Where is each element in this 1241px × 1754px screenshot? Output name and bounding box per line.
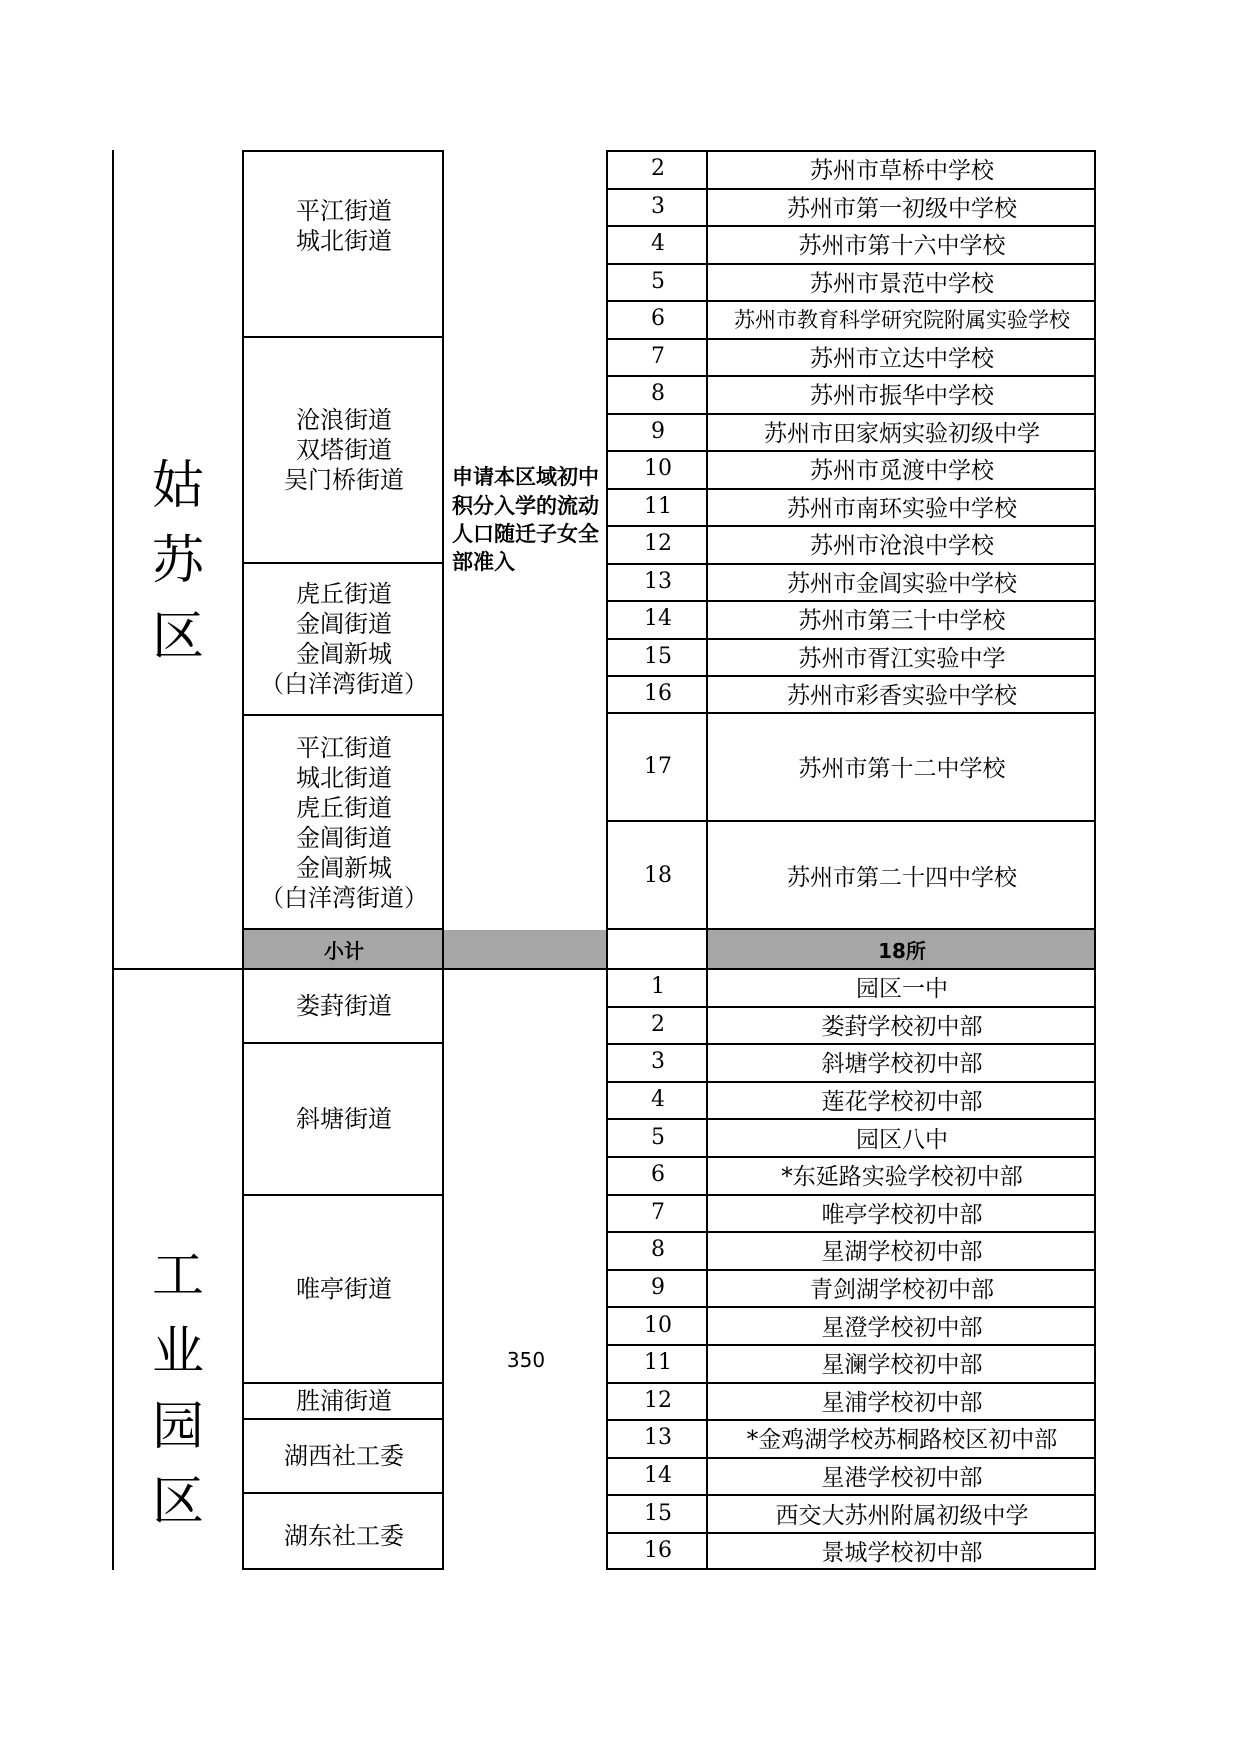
sip-school-no: 13 [644, 1425, 672, 1451]
grid-line [242, 1194, 444, 1196]
gusu-school-name: 苏州市第二十四中学校 [787, 864, 1017, 891]
gusu-school-name: 苏州市第十二中学校 [798, 755, 1006, 782]
gusu-school-no: 8 [651, 381, 665, 407]
grid-line [606, 1269, 1096, 1271]
grid-line [606, 1494, 1096, 1496]
sip-school-name: 星澜学校初中部 [821, 1352, 983, 1379]
grid-line [442, 150, 444, 970]
sip-school-name: 园区八中 [856, 1126, 948, 1153]
street-sip-1: 娄葑街道 [296, 992, 392, 1020]
gusu-school-name: 苏州市振华中学校 [810, 383, 994, 410]
gusu-school-no: 13 [644, 568, 672, 594]
grid-line [606, 1118, 1096, 1120]
grid-line [606, 820, 1096, 822]
sip-school-no: 12 [644, 1387, 672, 1413]
sip-school-name: 园区一中 [856, 976, 948, 1003]
grid-line [242, 150, 444, 152]
grid-line [606, 413, 1096, 415]
subtotal-label: 小计 [244, 930, 444, 968]
subtotal-gap-1 [444, 930, 608, 968]
sip-school-no: 11 [644, 1350, 672, 1376]
grid-line [606, 263, 1096, 265]
grid-line [706, 150, 708, 1570]
gusu-school-no: 5 [651, 268, 665, 294]
sip-school-no: 9 [651, 1275, 665, 1301]
gusu-school-name: 苏州市沧浪中学校 [810, 533, 994, 560]
grid-line [606, 150, 608, 1570]
gusu-school-no: 12 [644, 531, 672, 557]
grid-line [606, 300, 1096, 302]
gusu-school-no: 16 [644, 681, 672, 707]
sip-school-name: *东延路实验学校初中部 [781, 1164, 1023, 1191]
grid-line [442, 968, 444, 1570]
gusu-school-name: 苏州市金阊实验中学校 [787, 570, 1017, 597]
grid-line [242, 1042, 444, 1044]
grid-line [606, 225, 1096, 227]
sip-school-name: *金鸡湖学校苏桐路校区初中部 [746, 1427, 1058, 1454]
gusu-school-name: 苏州市立达中学校 [810, 345, 994, 372]
sip-school-name: 星湖学校初中部 [821, 1239, 983, 1266]
gusu-school-name: 苏州市草桥中学校 [810, 158, 994, 185]
gusu-school-name: 苏州市第一初级中学校 [787, 195, 1017, 222]
grid-line [606, 1081, 1096, 1083]
quota-value: 350 [506, 1348, 546, 1372]
gusu-school-no: 10 [644, 456, 672, 482]
grid-line [242, 928, 444, 930]
sip-school-no: 15 [644, 1500, 672, 1526]
gusu-school-no: 2 [651, 156, 665, 182]
sip-school-no: 4 [651, 1087, 665, 1113]
gusu-school-no: 6 [651, 306, 665, 332]
street-sip-5: 湖西社工委 [284, 1442, 404, 1470]
street-sip-6: 湖东社工委 [284, 1522, 404, 1550]
sip-school-name: 斜塘学校初中部 [821, 1051, 983, 1078]
sip-school-name: 景城学校初中部 [821, 1540, 983, 1567]
grid-line [606, 1568, 1096, 1570]
grid-line [606, 525, 1096, 527]
street-sip-3: 唯亭街道 [296, 1275, 392, 1303]
street-sip-2: 斜塘街道 [296, 1105, 392, 1133]
sip-school-no: 3 [651, 1049, 665, 1075]
grid-line [242, 714, 444, 716]
subtotal-value: 18所 [708, 930, 1096, 968]
sip-school-no: 7 [651, 1199, 665, 1225]
grid-line [606, 1532, 1096, 1534]
grid-line [606, 968, 1096, 970]
sip-school-name: 唯亭学校初中部 [821, 1201, 983, 1228]
district-sip: 工 业 园 区 [151, 1246, 204, 1533]
gusu-school-no: 17 [644, 753, 672, 779]
grid-line [242, 1568, 444, 1570]
gusu-school-no: 9 [651, 418, 665, 444]
grid-line [242, 1382, 444, 1384]
sip-school-name: 莲花学校初中部 [821, 1089, 983, 1116]
grid-line [606, 1043, 1096, 1045]
street-group-3: 虎丘街道 金阊街道 金阊新城 （白洋湾街道） [260, 580, 428, 698]
sip-school-no: 16 [644, 1538, 672, 1564]
gusu-school-name: 苏州市第十六中学校 [798, 233, 1006, 260]
gusu-school-name: 苏州市南环实验中学校 [787, 495, 1017, 522]
sip-school-name: 青剑湖学校初中部 [810, 1277, 994, 1304]
grid-line [606, 928, 1096, 930]
grid-line [606, 1457, 1096, 1459]
gusu-school-no: 4 [651, 231, 665, 257]
grid-line [606, 450, 1096, 452]
gusu-school-name: 苏州市胥江实验中学 [798, 645, 1006, 672]
grid-line [606, 1306, 1096, 1308]
grid-line [606, 488, 1096, 490]
gusu-school-name: 苏州市教育科学研究院附属实验学校 [734, 307, 1070, 332]
sip-school-name: 星港学校初中部 [821, 1465, 983, 1492]
grid-line [606, 338, 1096, 340]
grid-line [606, 712, 1096, 714]
gusu-school-no: 15 [644, 643, 672, 669]
gusu-school-no: 3 [651, 193, 665, 219]
gusu-school-no: 18 [644, 862, 672, 888]
sip-school-no: 5 [651, 1124, 665, 1150]
sip-school-no: 1 [651, 974, 665, 1000]
grid-line [606, 1344, 1096, 1346]
grid-line [606, 1156, 1096, 1158]
sip-school-name: 星浦学校初中部 [821, 1389, 983, 1416]
street-group-4: 平江街道 城北街道 虎丘街道 金阊街道 金阊新城 （白洋湾街道） [260, 734, 428, 912]
sip-school-name: 西交大苏州附属初级中学 [775, 1502, 1029, 1529]
sip-school-no: 2 [651, 1011, 665, 1037]
subtotal-gap-2 [608, 930, 708, 968]
sip-school-name: 星澄学校初中部 [821, 1314, 983, 1341]
grid-line [606, 188, 1096, 190]
gusu-school-name: 苏州市田家炳实验初级中学 [764, 420, 1040, 447]
gusu-school-name: 苏州市第三十中学校 [798, 608, 1006, 635]
sip-school-no: 8 [651, 1237, 665, 1263]
street-group-1: 平江街道 城北街道 [296, 197, 392, 255]
grid-line [606, 638, 1096, 640]
street-sip-4: 胜浦街道 [296, 1387, 392, 1415]
gusu-school-name: 苏州市觅渡中学校 [810, 458, 994, 485]
gusu-school-no: 7 [651, 343, 665, 369]
grid-line [606, 1419, 1096, 1421]
gusu-school-name: 苏州市彩香实验中学校 [787, 683, 1017, 710]
grid-line [606, 1194, 1096, 1196]
gusu-school-no: 11 [644, 493, 672, 519]
grid-line [606, 563, 1096, 565]
grid-line [242, 1418, 444, 1420]
street-group-2: 沧浪街道 双塔街道 吴门桥街道 [284, 406, 404, 494]
grid-line [1094, 150, 1096, 1570]
gusu-school-name: 苏州市景范中学校 [810, 270, 994, 297]
grid-line [242, 150, 244, 1570]
grid-line [242, 336, 444, 338]
grid-line [242, 562, 444, 564]
sip-school-no: 14 [644, 1463, 672, 1489]
grid-line [606, 600, 1096, 602]
grid-line [606, 375, 1096, 377]
grid-line [606, 675, 1096, 677]
policy-text: 申请本区域初中积分入学的流动人口随迁子女全部准入 [452, 465, 599, 575]
district-gusu: 姑 苏 区 [151, 455, 204, 667]
grid-line [606, 1231, 1096, 1233]
grid-line [112, 150, 114, 1570]
grid-line [606, 1006, 1096, 1008]
grid-line [242, 1492, 444, 1494]
gusu-school-no: 14 [644, 606, 672, 632]
sip-school-no: 6 [651, 1162, 665, 1188]
grid-line [606, 150, 1096, 152]
sip-school-no: 10 [644, 1312, 672, 1338]
sip-school-name: 娄葑学校初中部 [821, 1013, 983, 1040]
grid-line [606, 1382, 1096, 1384]
